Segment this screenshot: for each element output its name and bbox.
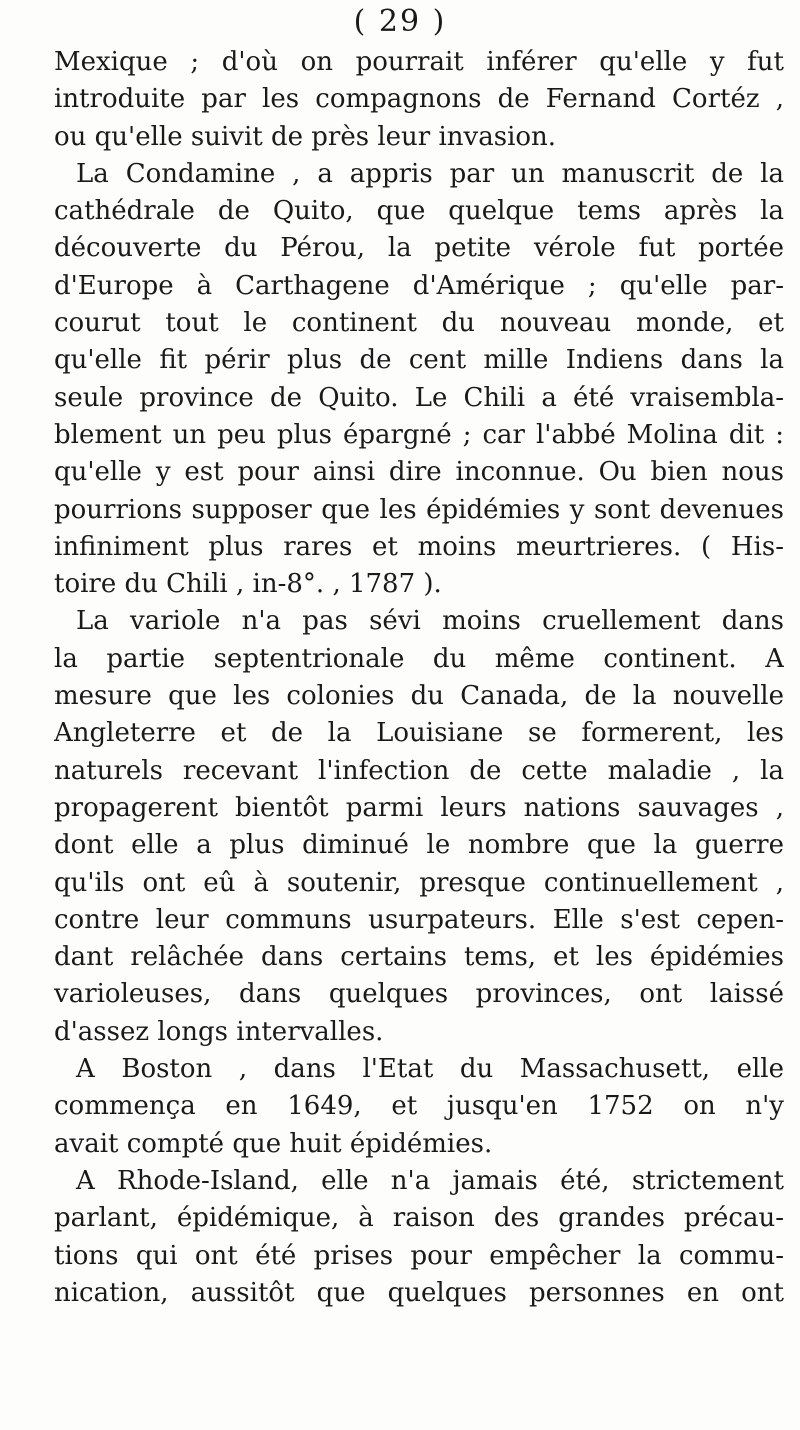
text-line: qu'elle fit périr plus de cent mille Indiens dans la (54, 345, 784, 376)
text-line: contre leur communs usurpateurs. Elle s'est cepen- (54, 904, 784, 935)
text-line: A Rhode-Island, elle n'a jamais été, strictement (76, 1165, 784, 1196)
text-line: seule province de Quito. Le Chili a été vraisembla- (54, 382, 784, 413)
text-line: dant relâchée dans certains tems, et les épidémies (54, 942, 784, 973)
text-line: parlant, épidémique, à raison des grandes précau- (54, 1203, 784, 1234)
text-line: naturels recevant l'infection de cette maladie , la (54, 755, 784, 786)
text-line: La Condamine , a appris par un manuscrit de la (76, 158, 784, 189)
page-number: ( 29 ) (353, 4, 447, 39)
text-line: A Boston , dans l'Etat du Massachusett, elle (76, 1054, 784, 1085)
text-line: mesure que les colonies du Canada, de la nouvelle (54, 681, 784, 712)
text-line: avait compté que huit épidémies. (54, 1128, 493, 1159)
text-line: propagerent bientôt parmi leurs nations sauvages , (54, 792, 784, 823)
text-line: introduite par les compagnons de Fernand Cortéz , (54, 84, 784, 115)
text-line: ou qu'elle suivit de près leur invasion. (54, 121, 557, 152)
text-line: la partie septentrionale du même continent. A (54, 643, 784, 674)
text-line: La variole n'a pas sévi moins cruellement dans (76, 606, 784, 637)
text-line: courut tout le continent du nouveau monde, et (54, 308, 784, 339)
body-text (54, 44, 784, 1312)
text-line: varioleuses, dans quelques provinces, ont laissé (54, 979, 784, 1010)
text-line: cathédrale de Quito, que quelque tems après la (54, 196, 784, 227)
text-line: toire du Chili , in-8°. , 1787 ). (54, 569, 442, 600)
text-line: dont elle a plus diminué le nombre que la guerre (54, 830, 784, 861)
text-line: blement un peu plus épargné ; car l'abbé Molina dit : (54, 419, 784, 450)
text-line: qu'elle y est pour ainsi dire inconnue. Ou bien nous (54, 457, 784, 488)
text-line: nication, aussitôt que quelques personnes en ont (54, 1277, 784, 1308)
text-line: infiniment plus rares et moins meurtrieres. ( His- (54, 531, 784, 562)
text-line: Angleterre et de la Louisiane se formerent, les (54, 718, 784, 749)
text-line: qu'ils ont eû à soutenir, presque continuellement , (54, 867, 784, 898)
text-line: découverte du Pérou, la petite vérole fut portée (54, 233, 784, 264)
text-line: pourrions supposer que les épidémies y sont devenues (54, 494, 784, 525)
text-line: d'Europe à Carthagene d'Amérique ; qu'elle par- (54, 270, 784, 301)
text-line: d'assez longs intervalles. (54, 1016, 384, 1047)
text-line: commença en 1649, et jusqu'en 1752 on n'y (54, 1091, 784, 1122)
text-line: tions qui ont été prises pour empêcher la commu- (54, 1240, 784, 1271)
text-line: Mexique ; d'où on pourrait inférer qu'elle y fut (54, 47, 784, 77)
